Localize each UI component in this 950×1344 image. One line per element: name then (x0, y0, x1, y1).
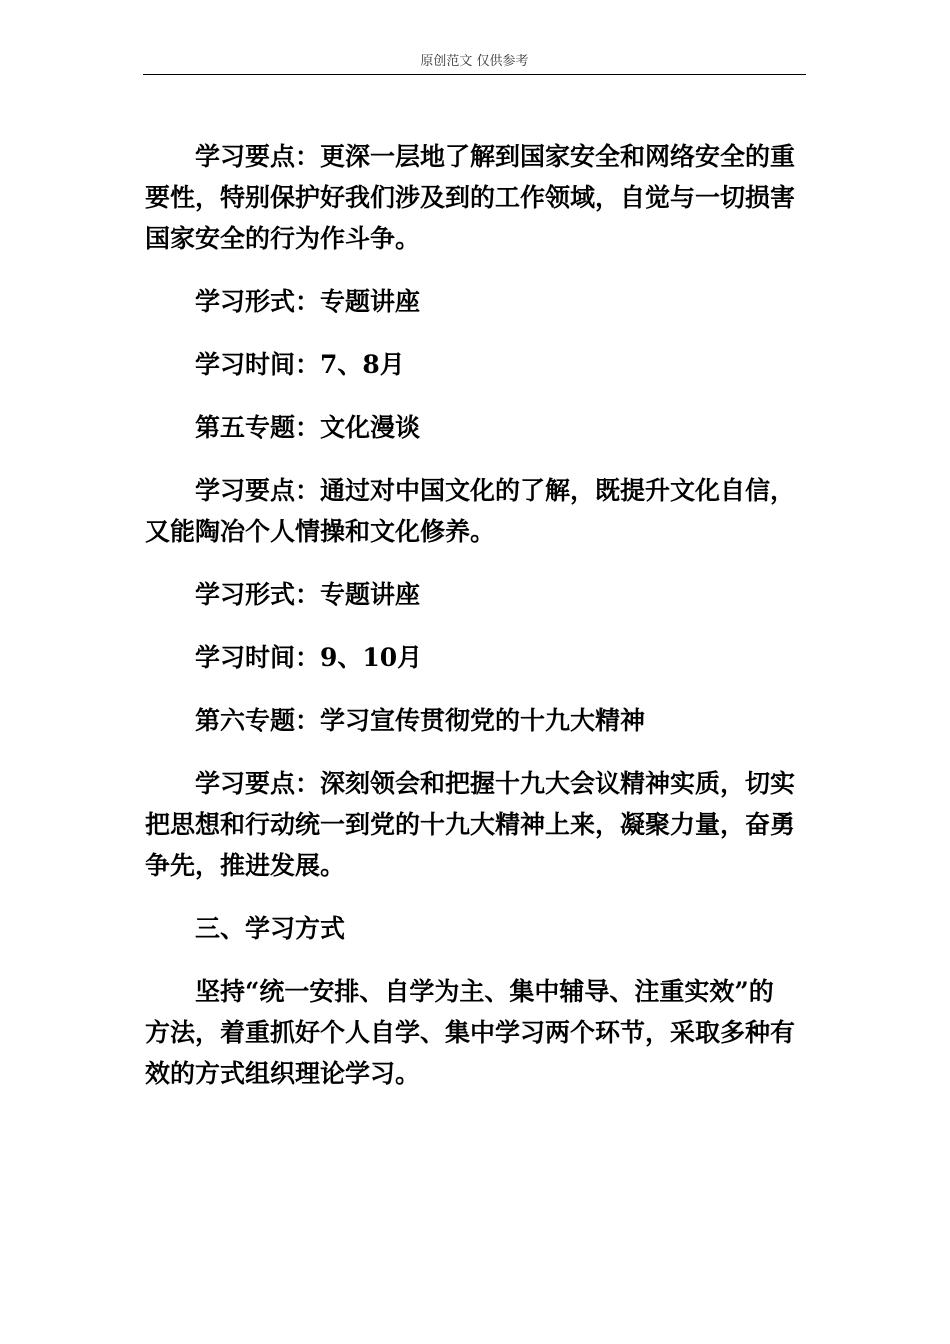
paragraph-key-points-congress: 学习要点：深刻领会和把握十九大会议精神实质，切实把思想和行动统一到党的十九大精神上来，凝聚力量，奋勇争先，推进发展。 (145, 769, 796, 880)
topic-5-heading: 第五专题：文化漫谈 (195, 413, 421, 442)
document-body (145, 136, 795, 1094)
paragraph-time-4: 学习时间：7、8月 (195, 350, 405, 379)
paragraph-key-points-security: 学习要点：更深一层地了解到国家安全和网络安全的重要性，特别保护好我们涉及到的工作领域，自觉与一切损害国家安全的行为作斗争。 (145, 142, 796, 253)
paragraph-format-4: 学习形式：专题讲座 (195, 287, 421, 316)
paragraph-format-5: 学习形式：专题讲座 (195, 580, 421, 609)
page-header (143, 52, 806, 75)
paragraph-study-method: 坚持“统一安排、自学为主、集中辅导、注重实效”的方法，着重抓好个人自学、集中学习两个环节，采取多种有效的方式组织理论学习。 (145, 977, 796, 1088)
paragraph-key-points-culture: 学习要点：通过对中国文化的了解，既提升文化自信，又能陶冶个人情操和文化修养。 (145, 476, 796, 546)
topic-6-heading: 第六专题：学习宣传贯彻党的十九大精神 (195, 706, 646, 735)
paragraph-time-5: 学习时间：9、10月 (195, 643, 423, 672)
section-3-heading: 三、学习方式 (195, 914, 346, 943)
header-text: 原创范文 仅供参考 (420, 54, 529, 69)
